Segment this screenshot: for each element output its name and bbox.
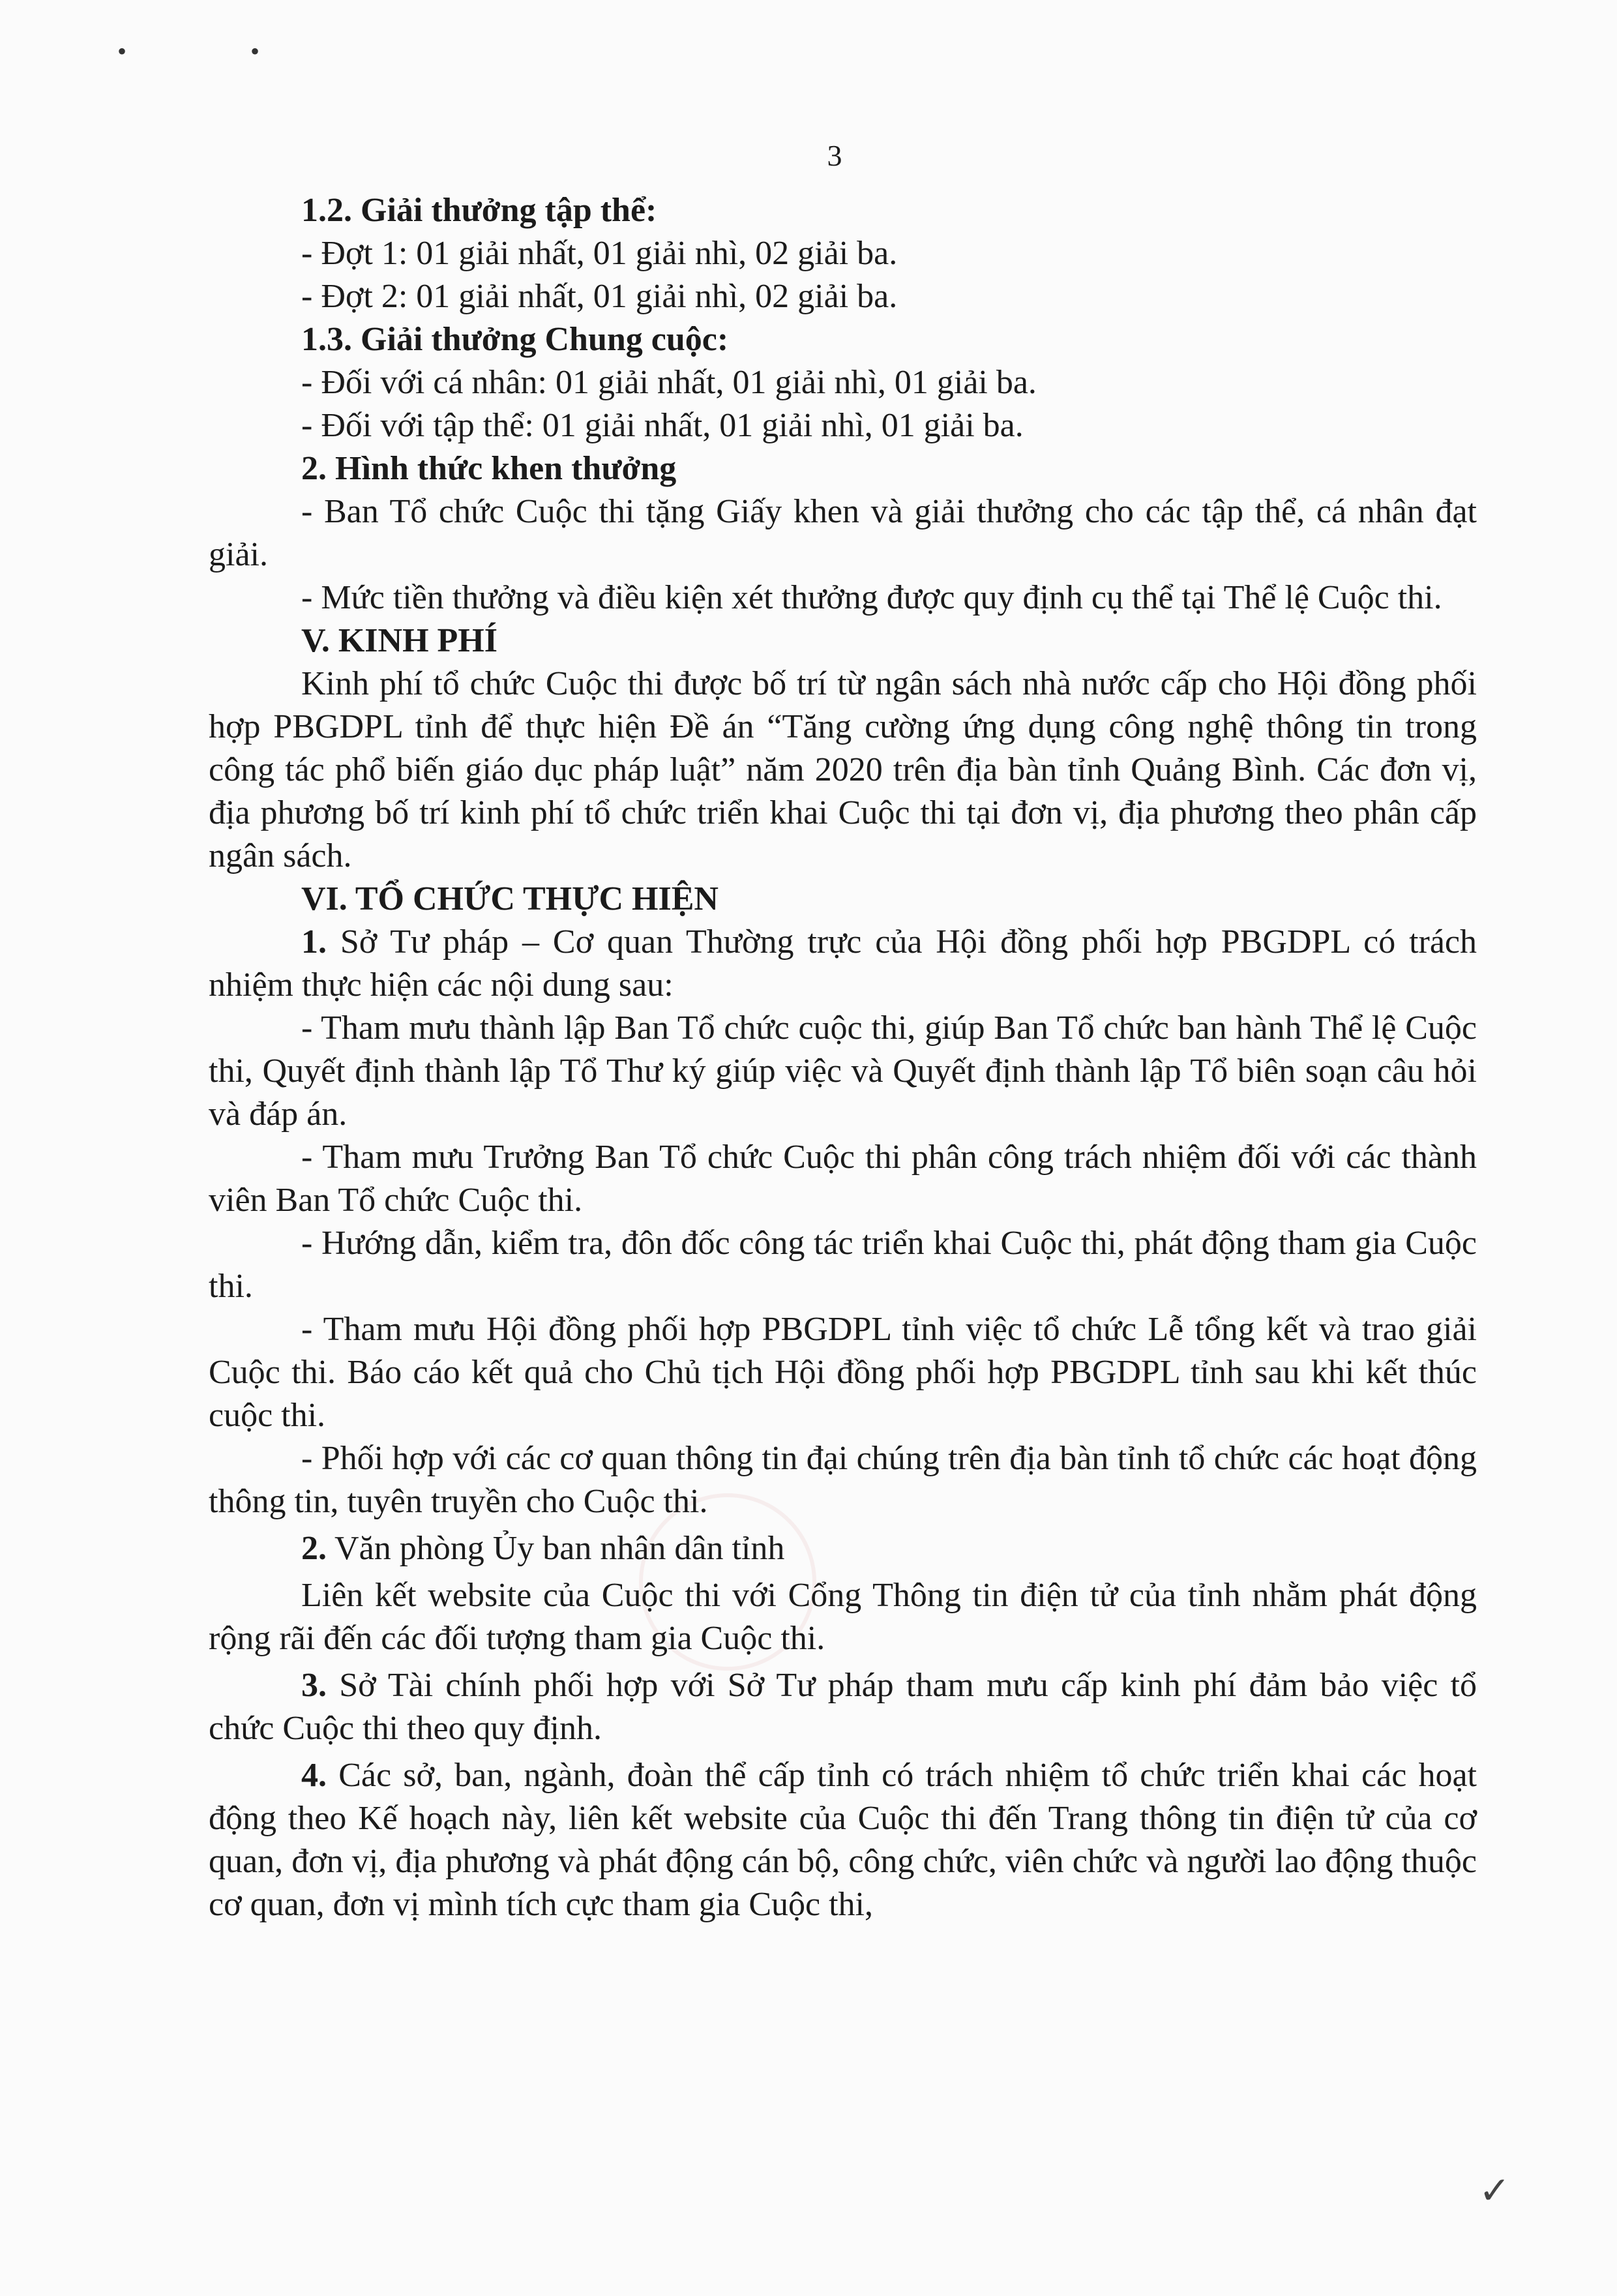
list-item: - Đối với tập thể: 01 giải nhất, 01 giải nhì, 01 giải ba. <box>301 407 1024 444</box>
document-body <box>209 189 1477 1926</box>
paragraph-text: Các sở, ban, ngành, đoàn thể cấp tỉnh có trách nhiệm tổ chức triển khai các hoạt động theo Kế hoạch này, liên kết website của Cuộc thi đến Trang thông tin điện tử của cơ quan, đơn vị, địa phương và phát động cán bộ, công chức, viên chức và người lao động thuộc cơ quan, đơn vị mình tích cực tham gia Cuộc thi, <box>209 1757 1477 1923</box>
paragraph-6-4 <box>209 1754 1477 1926</box>
item-number: 4. <box>301 1757 327 1794</box>
paragraph-6-2 <box>209 1527 1477 1570</box>
item-number: 2. <box>301 1530 327 1567</box>
heading-1-2: 1.2. Giải thưởng tập thể: <box>301 192 657 229</box>
list-item: - Ban Tổ chức Cuộc thi tặng Giấy khen và giải thưởng cho các tập thể, cá nhân đạt giải. <box>209 493 1477 573</box>
paragraph-text: Sở Tư pháp – Cơ quan Thường trực của Hội đồng phối hợp PBGDPL có trách nhiệm thực hiện các nội dung sau: <box>209 923 1477 1004</box>
paragraph-funding: Kinh phí tổ chức Cuộc thi được bố trí từ ngân sách nhà nước cấp cho Hội đồng phối hợp PBGDPL tỉnh để thực hiện Đề án “Tăng cường ứng dụng công nghệ thông tin trong công tác phổ biến giáo dục pháp luật” năm 2020 trên địa bàn tỉnh Quảng Bình. Các đơn vị, địa phương bố trí kinh phí tổ chức triển khai Cuộc thi tại đơn vị, địa phương theo phân cấp ngân sách. <box>209 665 1477 874</box>
heading-vi: VI. TỔ CHỨC THỰC HIỆN <box>301 880 719 917</box>
list-item: - Tham mưu Hội đồng phối hợp PBGDPL tỉnh việc tổ chức Lễ tổng kết và trao giải Cuộc thi. Báo cáo kết quả cho Chủ tịch Hội đồng phối hợp PBGDPL tỉnh sau khi kết thúc cuộc thi. <box>209 1311 1477 1434</box>
heading-v: V. KINH PHÍ <box>301 622 497 659</box>
heading-2: 2. Hình thức khen thưởng <box>301 450 677 487</box>
paragraph-text: Văn phòng Ủy ban nhân dân tỉnh <box>327 1530 785 1567</box>
list-item: - Phối hợp với các cơ quan thông tin đại chúng trên địa bàn tỉnh tổ chức các hoạt động thông tin, tuyên truyền cho Cuộc thi. <box>209 1440 1477 1520</box>
item-number: 1. <box>301 923 327 961</box>
handwritten-check-icon: ✓ <box>1479 2169 1511 2212</box>
list-item: - Tham mưu thành lập Ban Tổ chức cuộc thi, giúp Ban Tổ chức ban hành Thể lệ Cuộc thi, Quyết định thành lập Tổ Thư ký giúp việc và Quyết định thành lập Tổ biên soạn câu hỏi và đáp án. <box>209 1009 1477 1133</box>
paragraph-6-2-body: Liên kết website của Cuộc thi với Cổng Thông tin điện tử của tỉnh nhằm phát động rộng rãi đến các đối tượng tham gia Cuộc thi. <box>209 1577 1477 1657</box>
list-item: - Đợt 2: 01 giải nhất, 01 giải nhì, 02 giải ba. <box>301 278 898 315</box>
list-item: - Mức tiền thưởng và điều kiện xét thưởng được quy định cụ thể tại Thể lệ Cuộc thi. <box>301 579 1442 616</box>
scan-marks: • • <box>117 37 319 66</box>
page-number: 3 <box>827 139 842 172</box>
item-number: 3. <box>301 1667 327 1704</box>
list-item: - Đợt 1: 01 giải nhất, 01 giải nhì, 02 giải ba. <box>301 235 898 272</box>
list-item: - Đối với cá nhân: 01 giải nhất, 01 giải nhì, 01 giải ba. <box>301 364 1037 401</box>
list-item: - Tham mưu Trưởng Ban Tổ chức Cuộc thi phân công trách nhiệm đối với các thành viên Ban Tổ chức Cuộc thi. <box>209 1139 1477 1219</box>
heading-1-3: 1.3. Giải thưởng Chung cuộc: <box>301 321 729 358</box>
paragraph-6-1 <box>209 921 1477 1007</box>
list-item: - Hướng dẫn, kiểm tra, đôn đốc công tác triển khai Cuộc thi, phát động tham gia Cuộc thi. <box>209 1225 1477 1305</box>
paragraph-text: Sở Tài chính phối hợp với Sở Tư pháp tham mưu cấp kinh phí đảm bảo việc tổ chức Cuộc thi theo quy định. <box>209 1667 1477 1747</box>
paragraph-6-3 <box>209 1664 1477 1750</box>
